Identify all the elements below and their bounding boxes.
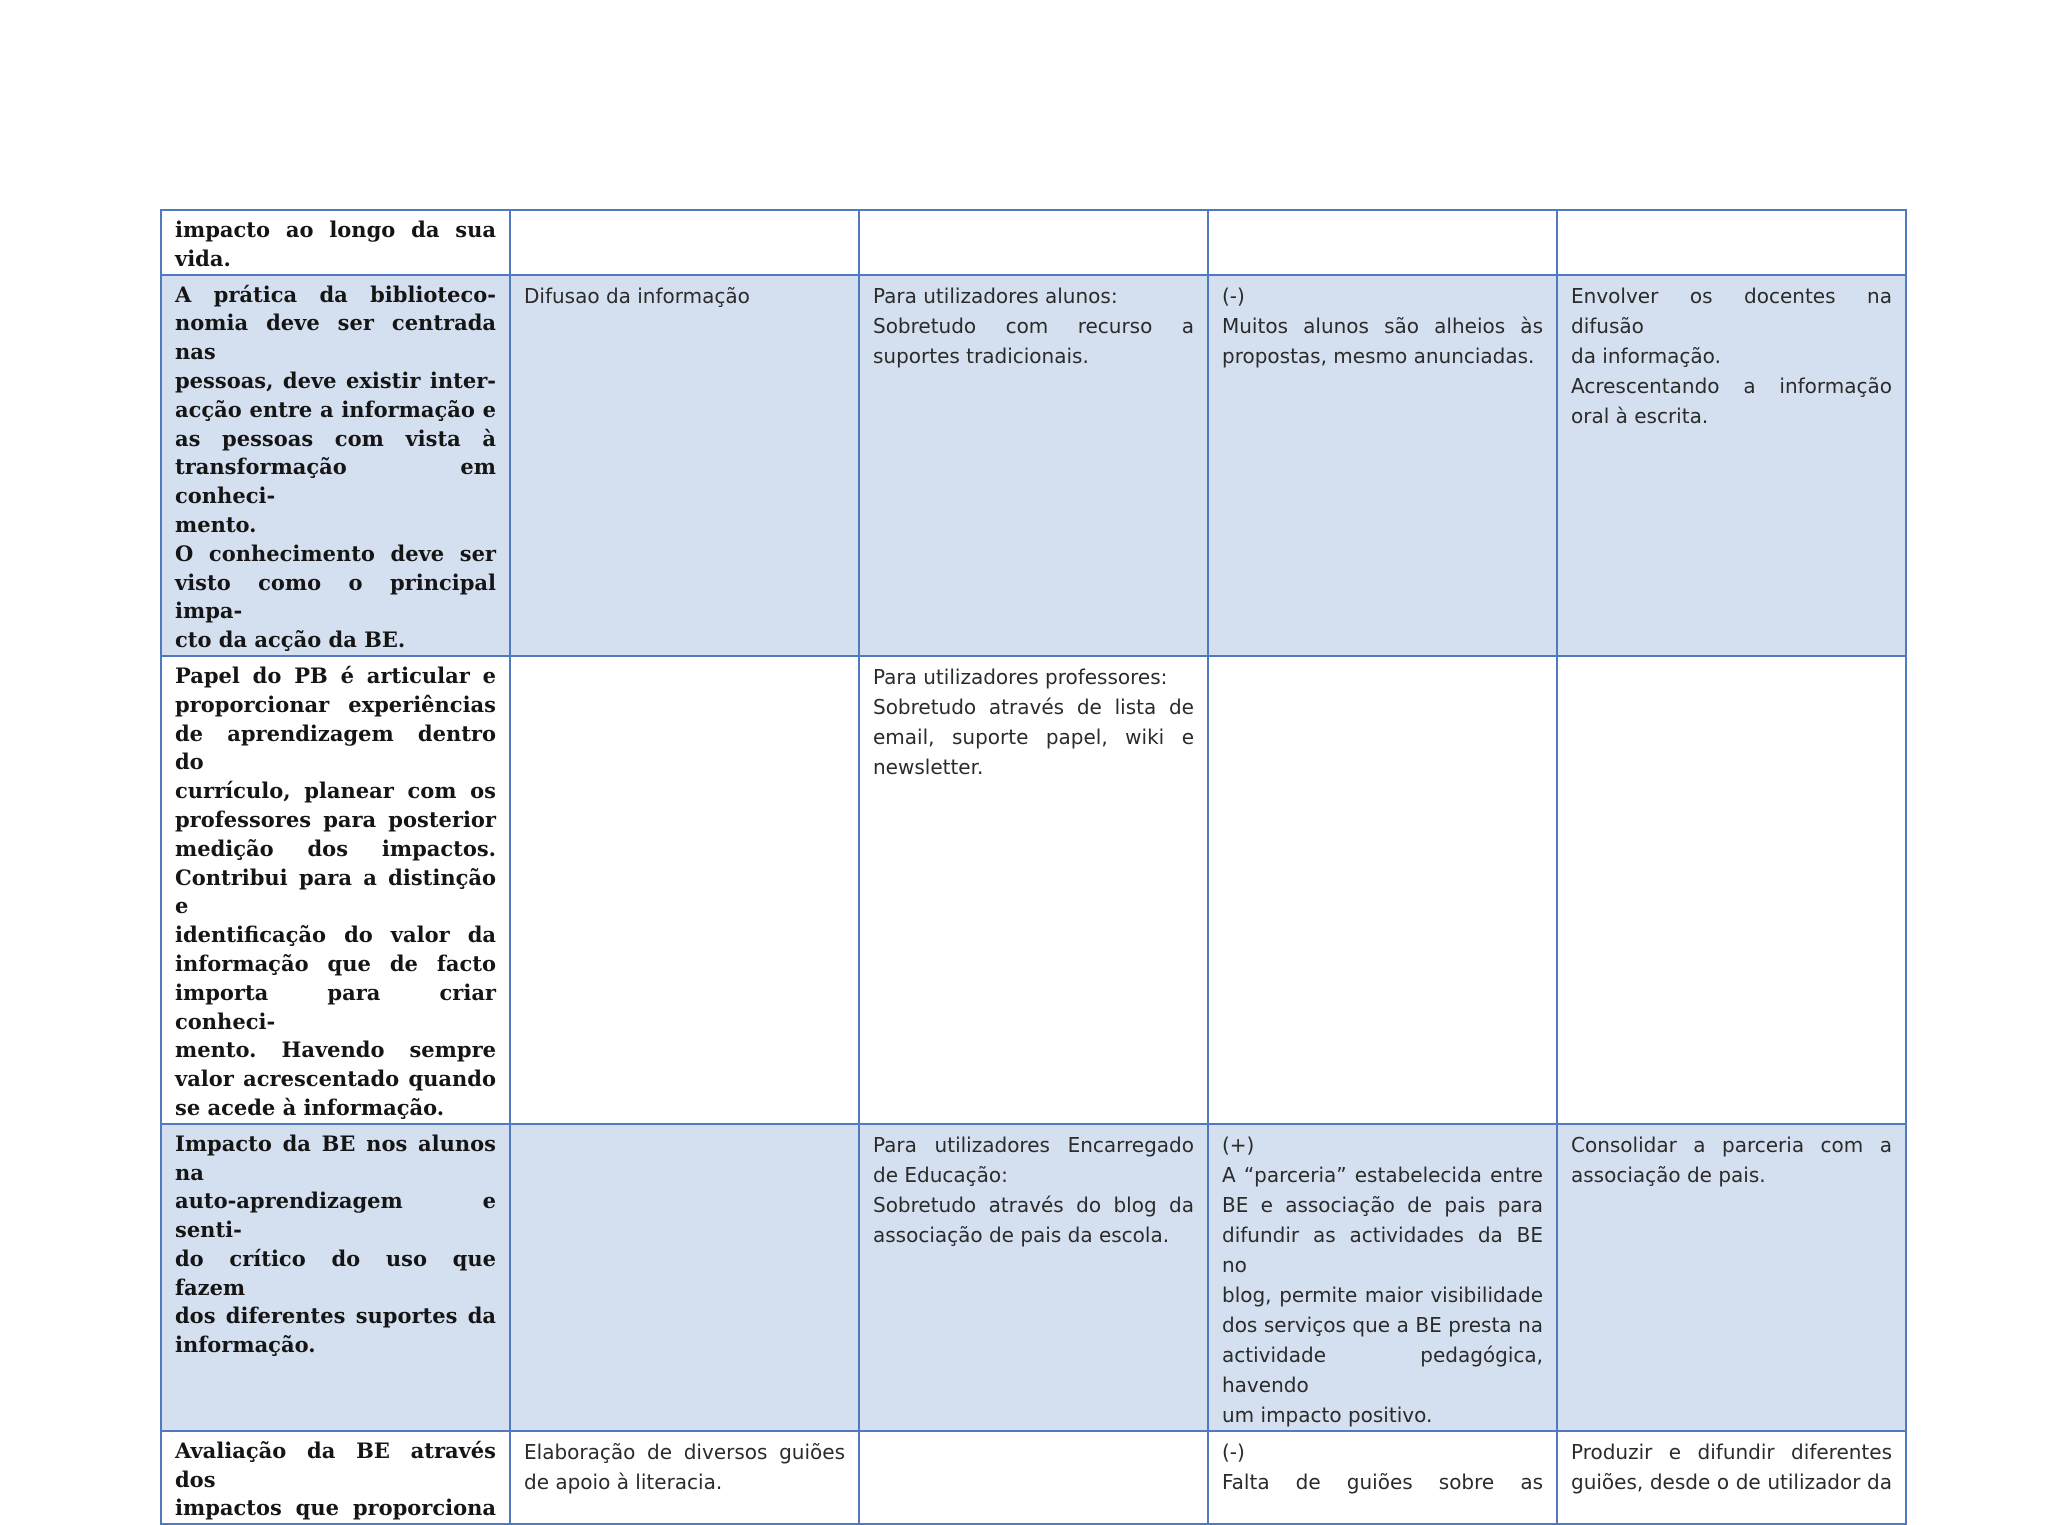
table-cell — [510, 275, 859, 656]
table-cell — [1208, 656, 1557, 1124]
cell-line: BE e associação de pais para — [1222, 1192, 1543, 1217]
table-cell — [859, 275, 1208, 656]
table-row — [161, 656, 1906, 1124]
table-cell — [510, 210, 859, 275]
cell-line: de apoio à literacia. — [524, 1469, 723, 1494]
cell-line: pessoas, deve existir inter- — [175, 367, 496, 393]
cell-line: Acrescentando a informação — [1571, 373, 1892, 398]
cell-line: (+) — [1222, 1132, 1255, 1157]
cell-line: Produzir e difundir diferentes — [1571, 1439, 1892, 1464]
cell-line: Sobretudo com recurso a — [873, 313, 1194, 338]
cell-line: Contribui para a distinção e — [175, 864, 496, 919]
table-body — [161, 210, 1906, 1524]
cell-line: proporcionar experiências — [175, 691, 496, 717]
table-cell — [859, 1431, 1208, 1524]
table-cell — [859, 656, 1208, 1124]
indicator-cell — [161, 1124, 510, 1431]
cell-line: as pessoas com vista à — [175, 425, 496, 451]
cell-line: Falta de guiões sobre as — [1222, 1469, 1543, 1494]
table-cell — [859, 1124, 1208, 1431]
table-cell — [1208, 275, 1557, 656]
cell-line: cto da acção da BE. — [175, 627, 406, 653]
cell-line: Para utilizadores professores: — [873, 664, 1168, 689]
cell-line: visto como o principal impa- — [175, 569, 496, 624]
cell-line: suportes tradicionais. — [873, 343, 1089, 368]
table-cell — [1208, 1431, 1557, 1524]
cell-line: O conhecimento deve ser — [175, 540, 496, 566]
cell-line: email, suporte papel, wiki e — [873, 724, 1194, 749]
cell-line: A prática da biblioteco- — [175, 281, 496, 307]
cell-line: de aprendizagem dentro do — [175, 720, 496, 775]
cell-line: de Educação: — [873, 1162, 1008, 1187]
cell-line: informação que de facto — [175, 950, 496, 976]
cell-line: Avaliação da BE através dos — [175, 1437, 496, 1492]
cell-line: (-) — [1222, 1439, 1245, 1464]
cell-line: Difusao da informação — [524, 283, 750, 308]
cell-line: impacto ao longo da sua — [175, 217, 496, 242]
cell-line: Papel do PB é articular e — [175, 662, 496, 688]
cell-line: identificação do valor da — [175, 922, 496, 948]
cell-line: transformação em conheci- — [175, 454, 496, 509]
cell-line: A “parceria” estabelecida entre — [1222, 1162, 1543, 1187]
cell-line: currículo, planear com os — [175, 778, 496, 804]
cell-line: Para utilizadores Encarregado — [873, 1132, 1194, 1157]
cell-line: associação de pais. — [1571, 1162, 1766, 1187]
cell-line: do crítico do uso que fazem — [175, 1245, 496, 1300]
cell-line: valor acrescentado quando — [175, 1066, 496, 1092]
cell-line: mento. — [175, 511, 257, 537]
table-cell — [1557, 210, 1906, 275]
cell-line: Muitos alunos são alheios às — [1222, 313, 1543, 338]
cell-line: professores para posterior — [175, 806, 496, 832]
cell-line: (-) — [1222, 283, 1245, 308]
table-cell — [1208, 1124, 1557, 1431]
cell-line: dos serviços que a BE presta na — [1222, 1312, 1543, 1337]
table-cell — [510, 656, 859, 1124]
indicator-cell — [161, 656, 510, 1124]
indicator-cell — [161, 275, 510, 656]
cell-line: medição dos impactos. — [175, 835, 496, 861]
cell-line: Sobretudo através de lista de — [873, 694, 1194, 719]
cell-line: associação de pais da escola. — [873, 1222, 1170, 1247]
cell-line: oral à escrita. — [1571, 403, 1709, 428]
table-row — [161, 1431, 1906, 1524]
table-row — [161, 275, 1906, 656]
cell-line: difundir as actividades da BE no — [1222, 1222, 1543, 1277]
cell-line: dos diferentes suportes da — [175, 1303, 496, 1329]
cell-line: informação. — [175, 1332, 316, 1358]
cell-line: Para utilizadores alunos: — [873, 283, 1118, 308]
cell-line: da informação. — [1571, 343, 1721, 368]
cell-line: auto-aprendizagem e senti- — [175, 1188, 496, 1243]
table-cell — [1208, 210, 1557, 275]
cell-line: se acede à informação. — [175, 1094, 445, 1120]
cell-line: actividade pedagógica, havendo — [1222, 1342, 1543, 1397]
cell-line: nomia deve ser centrada nas — [175, 310, 496, 365]
indicator-cell — [161, 1431, 510, 1524]
table-cell — [1557, 275, 1906, 656]
cell-line: mento. Havendo sempre — [175, 1037, 496, 1063]
cell-line: Consolidar a parceria com a — [1571, 1132, 1892, 1157]
cell-line: Envolver os docentes na difusão — [1571, 283, 1892, 338]
table-cell — [1557, 1431, 1906, 1524]
cell-line: acção entre a informação e — [175, 396, 496, 422]
table-cell — [859, 210, 1208, 275]
table-cell — [510, 1431, 859, 1524]
table-cell — [510, 1124, 859, 1431]
cell-line: Elaboração de diversos guiões — [524, 1439, 845, 1464]
cell-line: impactos que proporciona — [175, 1495, 496, 1521]
cell-line: Impacto da BE nos alunos na — [175, 1130, 496, 1185]
cell-line: blog, permite maior visibilidade — [1222, 1282, 1543, 1307]
cell-line: propostas, mesmo anunciadas. — [1222, 343, 1535, 368]
table-row — [161, 1124, 1906, 1431]
table-row — [161, 210, 1906, 275]
cell-line: newsletter. — [873, 754, 984, 779]
indicator-cell — [161, 210, 510, 275]
cell-line: Sobretudo através do blog da — [873, 1192, 1194, 1217]
cell-line: guiões, desde o de utilizador da — [1571, 1469, 1892, 1494]
cell-line: um impacto positivo. — [1222, 1402, 1433, 1427]
cell-line: importa para criar conheci- — [175, 979, 496, 1034]
table-cell — [1557, 656, 1906, 1124]
evaluation-table — [160, 209, 1907, 1525]
cell-line: vida. — [175, 245, 231, 271]
table-cell — [1557, 1124, 1906, 1431]
